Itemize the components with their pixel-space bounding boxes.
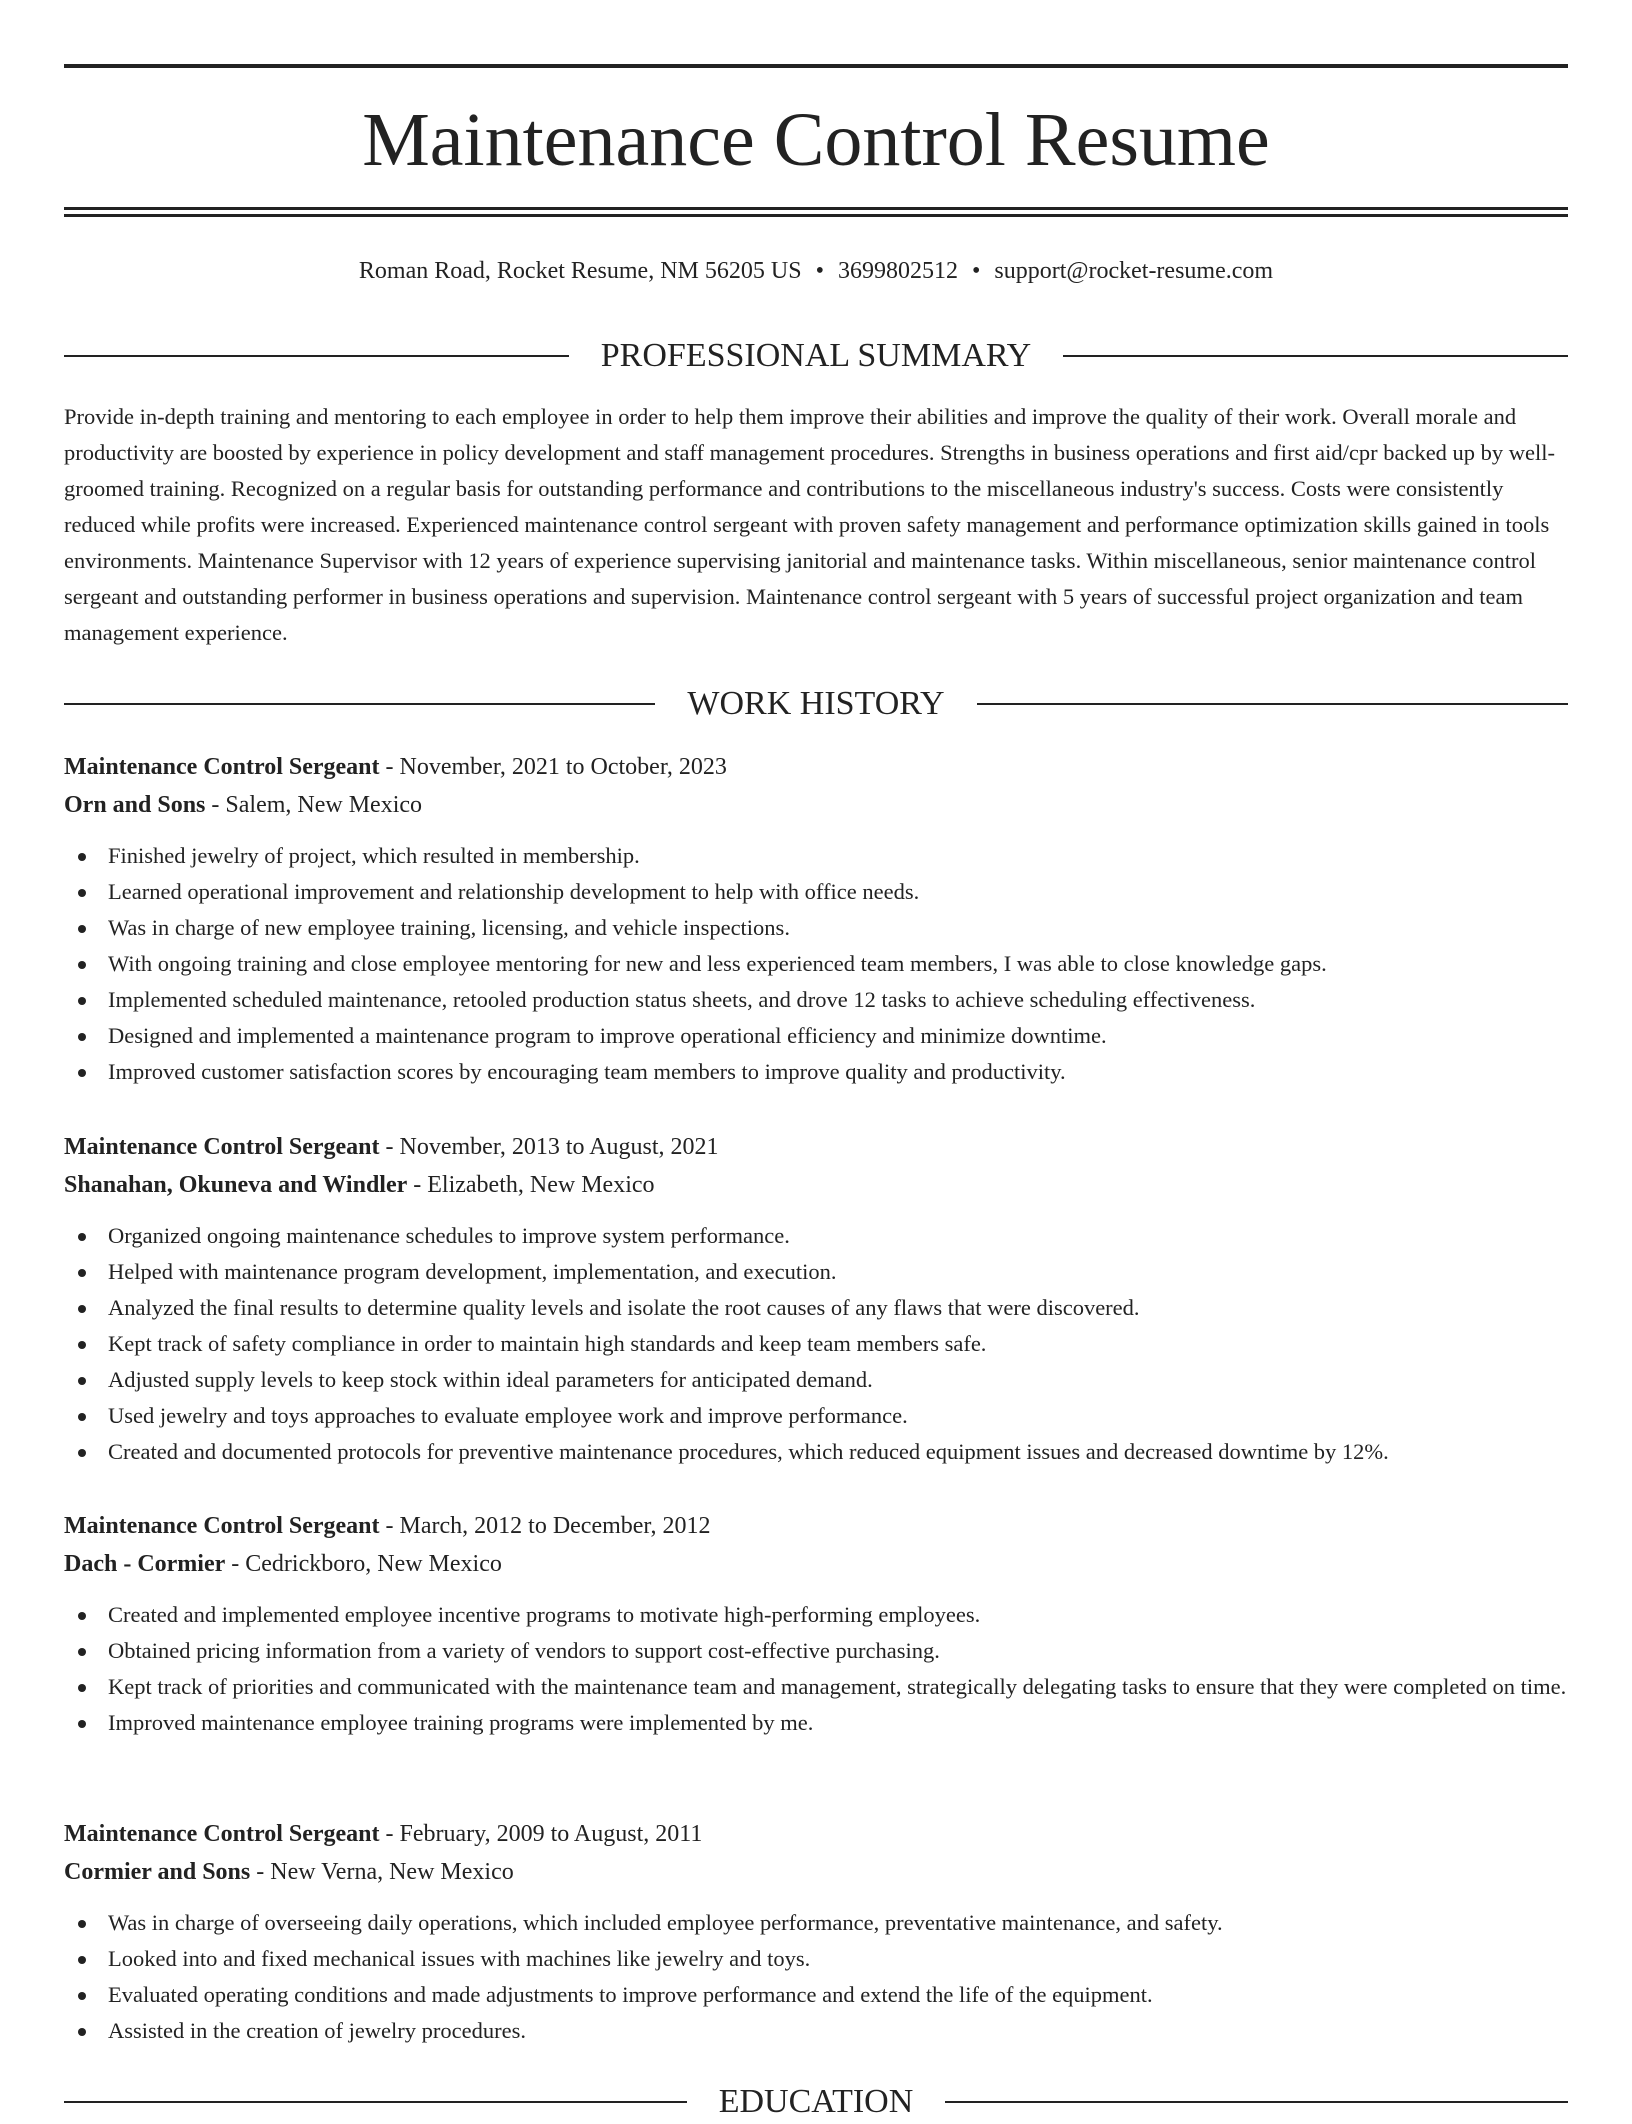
job-title-line: [64, 1815, 1568, 1853]
contact-address: Roman Road, Rocket Resume, NM 56205 US: [358, 258, 802, 284]
job-bullet-list: [64, 838, 1568, 1090]
work-history-section-heading: [64, 682, 1568, 726]
job-bullet: With ongoing training and close employee mentoring for new and less experienced team members, I was able to close knowledge gaps.: [108, 946, 1568, 982]
bullet-dot-icon: [78, 1449, 86, 1457]
job-company: Shanahan, Okuneva and Windler: [64, 1172, 408, 1198]
contact-separator: •: [815, 258, 824, 284]
summary-heading-label: PROFESSIONAL SUMMARY: [600, 337, 1032, 374]
education-heading-label: EDUCATION: [718, 2083, 914, 2120]
heading-rule-right: [945, 2101, 1568, 2103]
job-bullet: Evaluated operating conditions and made adjustments to improve performance and extend the life of the equipment.: [108, 1977, 1568, 2013]
contact-email: support@rocket-resume.com: [994, 258, 1274, 284]
job-bullet: Used jewelry and toys approaches to evaluate employee work and improve performance.: [108, 1398, 1568, 1434]
job-bullet-list: [64, 1218, 1568, 1470]
job-entry: [64, 1128, 1568, 1470]
education-section-heading: [64, 2080, 1568, 2124]
job-bullet: Analyzed the final results to determine quality levels and isolate the root causes of any flaws that were discovered.: [108, 1290, 1568, 1326]
job-dates: - March, 2012 to December, 2012: [379, 1513, 711, 1539]
heading-rule-left: [64, 703, 655, 705]
heading-rule-left: [64, 355, 569, 357]
job-bullet: Assisted in the creation of jewelry procedures.: [108, 2013, 1568, 2049]
contact-phone: 3699802512: [837, 258, 958, 284]
bullet-dot-icon: [78, 925, 86, 933]
job-bullet: Designed and implemented a maintenance program to improve operational efficiency and minimize downtime.: [108, 1018, 1568, 1054]
job-bullet: Kept track of safety compliance in order to maintain high standards and keep team members safe.: [108, 1326, 1568, 1362]
job-bullet-list: [64, 1905, 1568, 2049]
job-title-line: [64, 1128, 1568, 1166]
job-location: - Cedrickboro, New Mexico: [225, 1551, 502, 1577]
bullet-dot-icon: [78, 1269, 86, 1277]
bullet-dot-icon: [78, 1413, 86, 1421]
contact-line: [64, 254, 1568, 288]
bullet-dot-icon: [78, 1992, 86, 2000]
top-rule: [64, 64, 1568, 68]
job-bullet-list: [64, 1597, 1568, 1741]
job-company: Cormier and Sons: [64, 1859, 251, 1885]
job-title-line: [64, 1507, 1568, 1545]
job-bullet: Created and documented protocols for preventive maintenance procedures, which reduced equipment issues and decreased downtime by 12%.: [108, 1434, 1568, 1470]
job-entry: [64, 1507, 1568, 1741]
bullet-dot-icon: [78, 1956, 86, 1964]
bullet-dot-icon: [78, 997, 86, 1005]
heading-rule-right: [977, 703, 1568, 705]
work-history-heading-label: WORK HISTORY: [687, 685, 945, 722]
bullet-dot-icon: [78, 889, 86, 897]
job-role: Maintenance Control Sergeant: [64, 1134, 380, 1160]
bullet-dot-icon: [78, 2028, 86, 2036]
bullet-dot-icon: [78, 1341, 86, 1349]
bullet-dot-icon: [78, 1305, 86, 1313]
title-double-rule: [64, 207, 1568, 217]
professional-summary-text: Provide in-depth training and mentoring to each employee in order to help them improve their abilities and improve the quality of their work. Overall morale and productivity are boosted by experience in policy development and staff management procedures. Strengths in business operations and first aid/cpr backed up by well-groomed training. Recognized on a regular basis for outstanding performance and contributions to the miscellaneous industry's success. Costs were consistently reduced while profits were increased. Experienced maintenance control sergeant with proven safety management and performance optimization skills gained in tools environments. Maintenance Supervisor with 12 years of experience supervising janitorial and maintenance tasks. Within miscellaneous, senior maintenance control sergeant and outstanding performer in business operations and supervision. Maintenance control sergeant with 5 years of successful project organization and team management experience.: [64, 404, 1556, 645]
job-company-line: [64, 1853, 1568, 1891]
job-dates: - November, 2021 to October, 2023: [379, 754, 727, 780]
job-bullet: Was in charge of overseeing daily operations, which included employee performance, preventative maintenance, and safety.: [108, 1905, 1568, 1941]
job-bullet: Implemented scheduled maintenance, retooled production status sheets, and drove 12 tasks to achieve scheduling effectiveness.: [108, 982, 1568, 1018]
bullet-dot-icon: [78, 1612, 86, 1620]
job-bullet: Created and implemented employee incentive programs to motivate high-performing employees.: [108, 1597, 1568, 1633]
summary-section-heading: [64, 334, 1568, 378]
job-company-line: [64, 1545, 1568, 1583]
job-bullet: Organized ongoing maintenance schedules to improve system performance.: [108, 1218, 1568, 1254]
job-location: - Elizabeth, New Mexico: [407, 1172, 655, 1198]
job-entry: [64, 1815, 1568, 2049]
bullet-dot-icon: [78, 1684, 86, 1692]
job-dates: - February, 2009 to August, 2011: [379, 1821, 703, 1847]
job-title-line: [64, 748, 1568, 786]
bullet-dot-icon: [78, 1033, 86, 1041]
job-bullet: Was in charge of new employee training, licensing, and vehicle inspections.: [108, 910, 1568, 946]
job-bullet: Finished jewelry of project, which resulted in membership.: [108, 838, 1568, 874]
heading-rule-right: [1063, 355, 1568, 357]
job-role: Maintenance Control Sergeant: [64, 1821, 380, 1847]
bullet-dot-icon: [78, 853, 86, 861]
bullet-dot-icon: [78, 1920, 86, 1928]
job-location: - Salem, New Mexico: [205, 792, 423, 818]
job-location: - New Verna, New Mexico: [250, 1859, 514, 1885]
job-company-line: [64, 786, 1568, 824]
job-bullet: Improved customer satisfaction scores by encouraging team members to improve quality and productivity.: [108, 1054, 1568, 1090]
job-company: Orn and Sons: [64, 792, 206, 818]
job-bullet: Obtained pricing information from a variety of vendors to support cost-effective purchasing.: [108, 1633, 1568, 1669]
job-bullet: Looked into and fixed mechanical issues with machines like jewelry and toys.: [108, 1941, 1568, 1977]
bullet-dot-icon: [78, 1377, 86, 1385]
job-bullet: Improved maintenance employee training programs were implemented by me.: [108, 1705, 1568, 1741]
job-bullet: Learned operational improvement and relationship development to help with office needs.: [108, 874, 1568, 910]
job-role: Maintenance Control Sergeant: [64, 1513, 380, 1539]
job-company-line: [64, 1166, 1568, 1204]
bullet-dot-icon: [78, 1233, 86, 1241]
job-bullet: Kept track of priorities and communicated with the maintenance team and management, strategically delegating tasks to ensure that they were completed on time.: [108, 1669, 1568, 1705]
bullet-dot-icon: [78, 961, 86, 969]
job-bullet: Helped with maintenance program development, implementation, and execution.: [108, 1254, 1568, 1290]
heading-rule-left: [64, 2101, 687, 2103]
job-company: Dach - Cormier: [64, 1551, 226, 1577]
job-bullet: Adjusted supply levels to keep stock within ideal parameters for anticipated demand.: [108, 1362, 1568, 1398]
job-entry: [64, 748, 1568, 1090]
bullet-dot-icon: [78, 1648, 86, 1656]
contact-separator: •: [971, 258, 981, 284]
bullet-dot-icon: [78, 1069, 86, 1077]
bullet-dot-icon: [78, 1720, 86, 1728]
job-dates: - November, 2013 to August, 2021: [379, 1134, 719, 1160]
resume-title: Maintenance Control Resume: [362, 98, 1270, 182]
job-role: Maintenance Control Sergeant: [64, 754, 380, 780]
